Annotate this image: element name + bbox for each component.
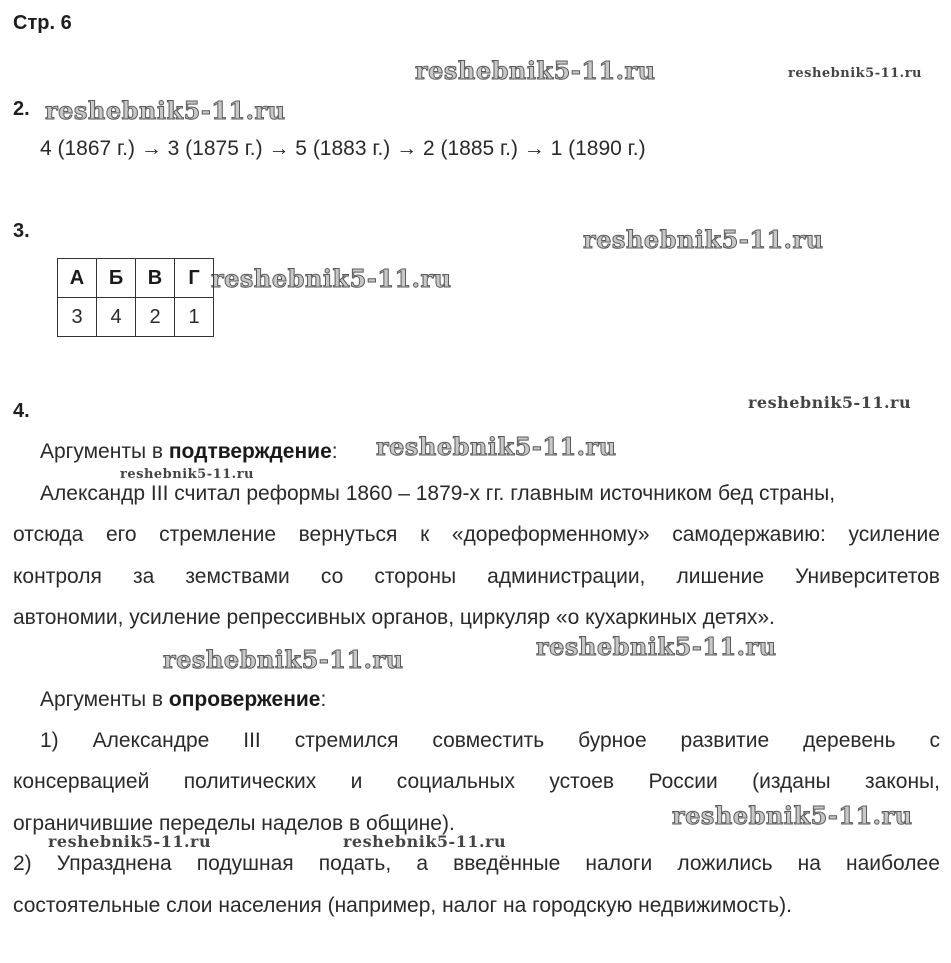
page-title: Стр. 6 — [13, 12, 72, 34]
watermark: reshebnik5-11.ru — [163, 645, 404, 674]
watermark: reshebnik5-11.ru — [415, 56, 656, 85]
table-header-cell: Г — [175, 259, 214, 298]
table-header-cell: Б — [97, 259, 136, 298]
task-number: 4. — [13, 400, 30, 422]
watermark: reshebnik5-11.ru — [748, 393, 912, 412]
table-cell: 1 — [175, 298, 214, 337]
paragraph-line: ограничившие переделы наделов в общине). — [13, 812, 455, 835]
table-header-cell: В — [136, 259, 175, 298]
refute-heading: Аргументы в опровержение: — [40, 688, 327, 711]
watermark: reshebnik5-11.ru — [343, 832, 507, 851]
watermark: reshebnik5-11.ru — [672, 801, 913, 830]
paragraph-line: 1) Александре III стремился совместить бурное развитие деревень с — [40, 729, 940, 752]
watermark: reshebnik5-11.ru — [583, 225, 824, 254]
watermark: reshebnik5-11.ru — [376, 432, 617, 461]
confirm-heading: Аргументы в подтверждение: — [40, 440, 338, 463]
table-cell: 3 — [58, 298, 97, 337]
table-header-cell: А — [58, 259, 97, 298]
watermark: reshebnik5-11.ru — [120, 467, 255, 482]
answer-table — [57, 258, 214, 337]
watermark: reshebnik5-11.ru — [48, 832, 212, 851]
paragraph-line: 2) Упразднена подушная подать, а введённые налоги ложились на наиболее — [13, 852, 940, 875]
table-cell: 4 — [97, 298, 136, 337]
paragraph-line: контроля за земствами со стороны администрации, лишение Университетов — [13, 565, 940, 588]
task-number: 2. — [13, 98, 30, 120]
task2-sequence: 4 (1867 г.) → 3 (1875 г.) → 5 (1883 г.) → 2 (1885 г.) → 1 (1890 г.) — [40, 137, 646, 160]
watermark: reshebnik5-11.ru — [45, 96, 286, 125]
paragraph-line: состоятельные слои населения (например, налог на городскую недвижимость). — [13, 894, 792, 917]
paragraph-line: Александр III считал реформы 1860 – 1879-х гг. главным источником бед страны, — [40, 482, 836, 505]
table-cell: 2 — [136, 298, 175, 337]
paragraph-line: автономии, усиление репрессивных органов, циркуляр «о кухаркиных детях». — [13, 606, 775, 629]
watermark: reshebnik5-11.ru — [788, 66, 923, 81]
watermark: reshebnik5-11.ru — [536, 632, 777, 661]
paragraph-line: отсюда его стремление вернуться к «дореформенному» самодержавию: усиление — [13, 523, 940, 546]
watermark: reshebnik5-11.ru — [211, 264, 452, 293]
paragraph-line: консервацией политических и социальных устоев России (изданы законы, — [13, 770, 940, 793]
task-number: 3. — [13, 220, 30, 242]
